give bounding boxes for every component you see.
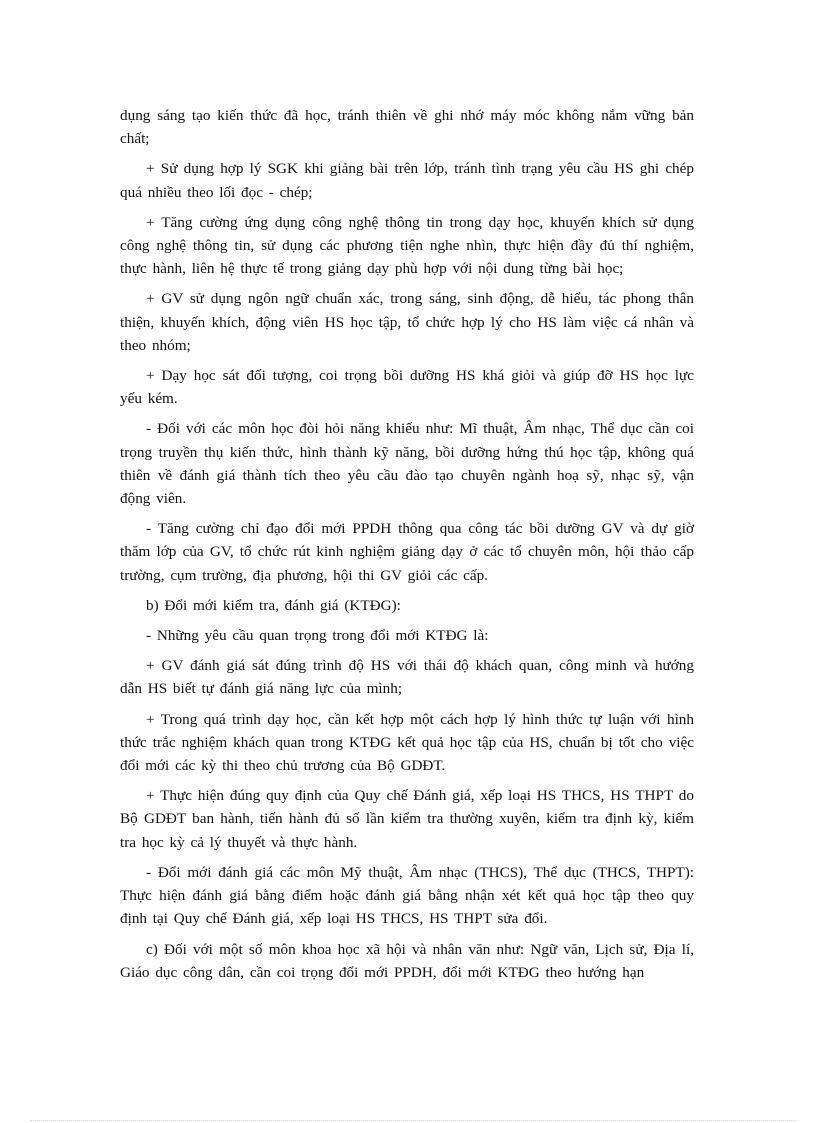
section-heading-b: b) Đổi mới kiểm tra, đánh giá (KTĐG): [146, 596, 401, 614]
paragraph: dụng sáng tạo kiến thức đã học, tránh thiên về ghi nhớ máy móc không nắm vững bản chất; [120, 107, 694, 148]
paragraph: + Dạy học sát đối tượng, coi trọng bồi dưỡng HS khá giỏi và giúp đỡ HS học lực yếu kém. [120, 367, 694, 408]
paragraph: - Những yêu cầu quan trọng trong đổi mới KTĐG là: [146, 627, 489, 645]
paragraph: + Trong quá trình dạy học, cần kết hợp một cách hợp lý hình thức tự luận với hình thức trắc nghiệm khách quan trong KTĐG kết quả học tập của HS, chuẩn bị tốt cho việc đổi mới các kỳ thi theo chủ trương của Bộ GDĐT. [120, 710, 694, 775]
page-bottom-divider [30, 1120, 796, 1121]
section-heading-c: c) Đối với một số môn khoa học xã hội và nhân văn như: Ngữ văn, Lịch sử, Địa lí, Giáo dục công dân, cần coi trọng đổi mới PPDH, đổi mới KTĐG theo hướng hạn [120, 940, 694, 981]
paragraph: - Đối với các môn học đòi hỏi năng khiếu như: Mĩ thuật, Âm nhạc, Thể dục cần coi trọng truyền thụ kiến thức, hình thành kỹ năng, bồi dưỡng hứng thú học tập, không quá thiên về đánh giá thành tích theo yêu cầu đào tạo chuyên ngành hoạ sỹ, nhạc sỹ, vận động viên. [120, 420, 694, 508]
paragraph: - Tăng cường chỉ đạo đổi mới PPDH thông qua công tác bồi dưỡng GV và dự giờ thăm lớp của GV, tổ chức rút kinh nghiệm giảng dạy ở các tổ chuyên môn, hội thảo cấp trường, cụm trường, địa phương, hội thi GV giỏi các cấp. [120, 520, 694, 584]
paragraph: + Tăng cường ứng dụng công nghệ thông tin trong dạy học, khuyến khích sử dụng công nghệ thông tin, sử dụng các phương tiện nghe nhìn, thực hiện đầy đủ thí nghiệm, thực hành, liên hệ thực tế trong giảng dạy phù hợp với nội dung từng bài học; [120, 213, 694, 278]
paragraph: + GV sử dụng ngôn ngữ chuẩn xác, trong sáng, sinh động, dễ hiểu, tác phong thân thiện, khuyến khích, động viên HS học tập, tổ chức hợp lý cho HS làm việc cá nhân và theo nhóm; [120, 290, 694, 354]
paragraph: + Thực hiện đúng quy định của Quy chế Đánh giá, xếp loại HS THCS, HS THPT do Bộ GDĐT ban hành, tiến hành đủ số lần kiểm tra thường xuyên, kiểm tra định kỳ, kiểm tra học kỳ cả lý thuyết và thực hành. [120, 787, 694, 851]
document-page [120, 104, 694, 991]
paragraph: - Đổi mới đánh giá các môn Mỹ thuật, Âm nhạc (THCS), Thể dục (THCS, THPT): Thực hiện đánh giá bằng điểm hoặc đánh giá bằng nhận xét kết quả học tập theo quy định tại Quy chế Đánh giá, xếp loại HS THCS, HS THPT sửa đổi. [120, 863, 694, 928]
paragraph: + Sử dụng hợp lý SGK khi giảng bài trên lớp, tránh tình trạng yêu cầu HS ghi chép quá nhiều theo lối đọc - chép; [120, 160, 694, 201]
paragraph: + GV đánh giá sát đúng trình độ HS với thái độ khách quan, công minh và hướng dẫn HS biết tự đánh giá năng lực của mình; [120, 657, 694, 698]
